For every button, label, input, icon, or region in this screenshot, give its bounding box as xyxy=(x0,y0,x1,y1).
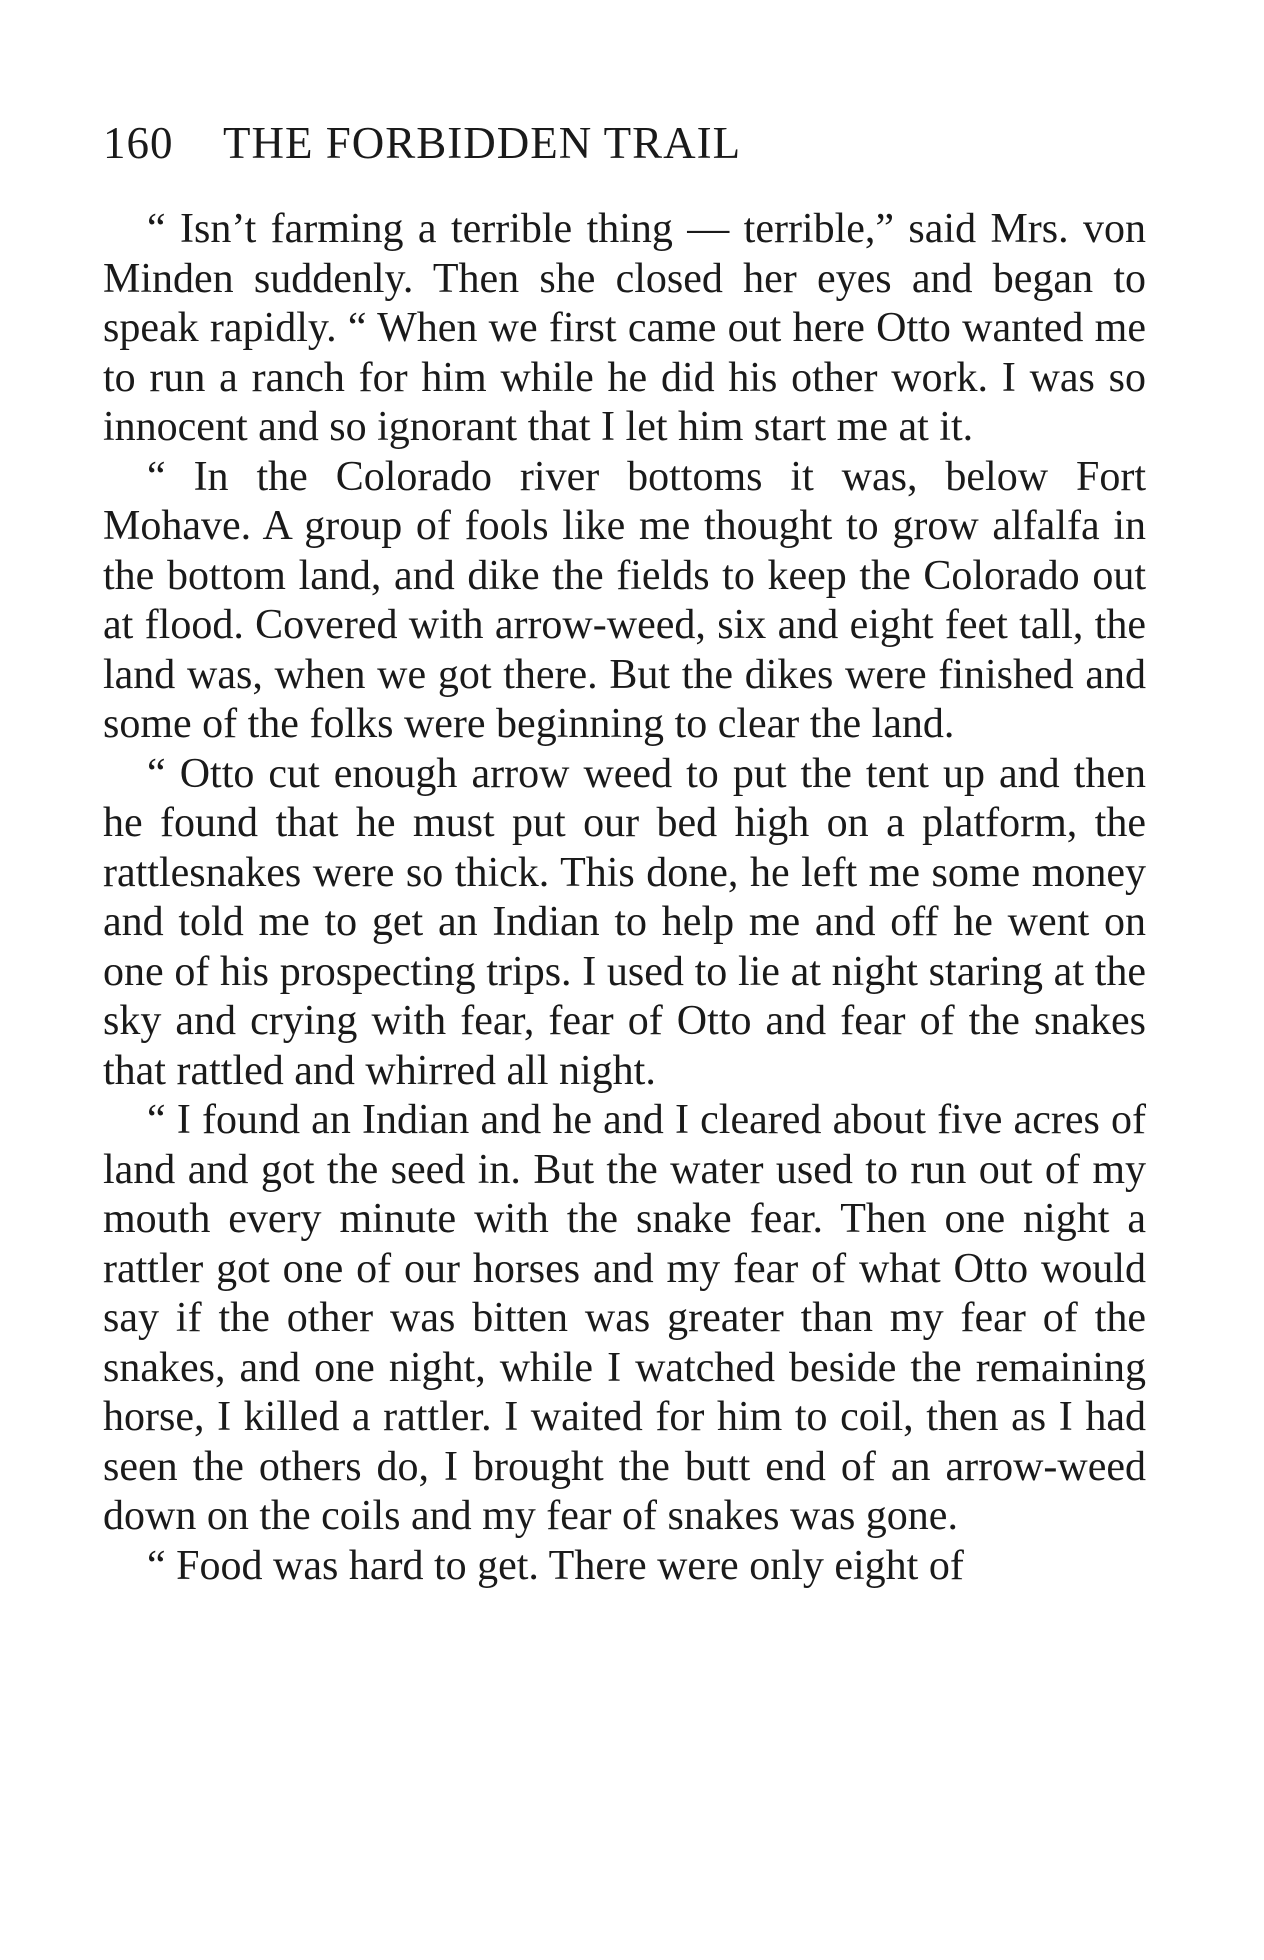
paragraph: “ Food was hard to get. There were only eight of xyxy=(147,1542,964,1589)
running-title: THE FORBIDDEN TRAIL xyxy=(223,118,742,168)
paragraph: “ Otto cut enough arrow weed to put the tent up and then he found that he must put our bed high on a platform, the rattlesnakes were so thick. This done, he left me some money and told me to get an Indian to help me and off he went on one of his prospecting trips. I used to lie at night staring at the sky and crying with fear, fear of Otto and fear of the snakes that rattled and whirred all night. xyxy=(103,750,1146,1094)
paragraph: “ Isn’t farming a terrible thing — terrible,” said Mrs. von Minden suddenly. Then she closed her eyes and began to speak rapidly. “ When we first came out here Otto wanted me to run a ranch for him while he did his other work. I was so innocent and so ignorant that I let him start me at it. xyxy=(103,206,1146,450)
page-body xyxy=(103,205,1146,1591)
page-number: 160 xyxy=(103,118,174,168)
paragraph: “ I found an Indian and he and I cleared about five acres of land and got the seed in. But the water used to run out of my mouth every minute with the snake fear. Then one night a rattler got one of our horses and my fear of what Otto would say if the other was bitten was greater than my fear of the snakes, and one night, while I watched beside the remaining horse, I killed a rattler. I waited for him to coil, then as I had seen the others do, I brought the butt end of an arrow-weed down on the coils and my fear of snakes was gone. xyxy=(103,1097,1146,1539)
paragraph: “ In the Colorado river bottoms it was, below Fort Mohave. A group of fools like me thought to grow alfalfa in the bottom land, and dike the fields to keep the Colorado out at flood. Covered with arrow-weed, six and eight feet tall, the land was, when we got there. But the dikes were finished and some of the folks were beginning to clear the land. xyxy=(103,453,1146,747)
page-header xyxy=(103,108,1153,178)
